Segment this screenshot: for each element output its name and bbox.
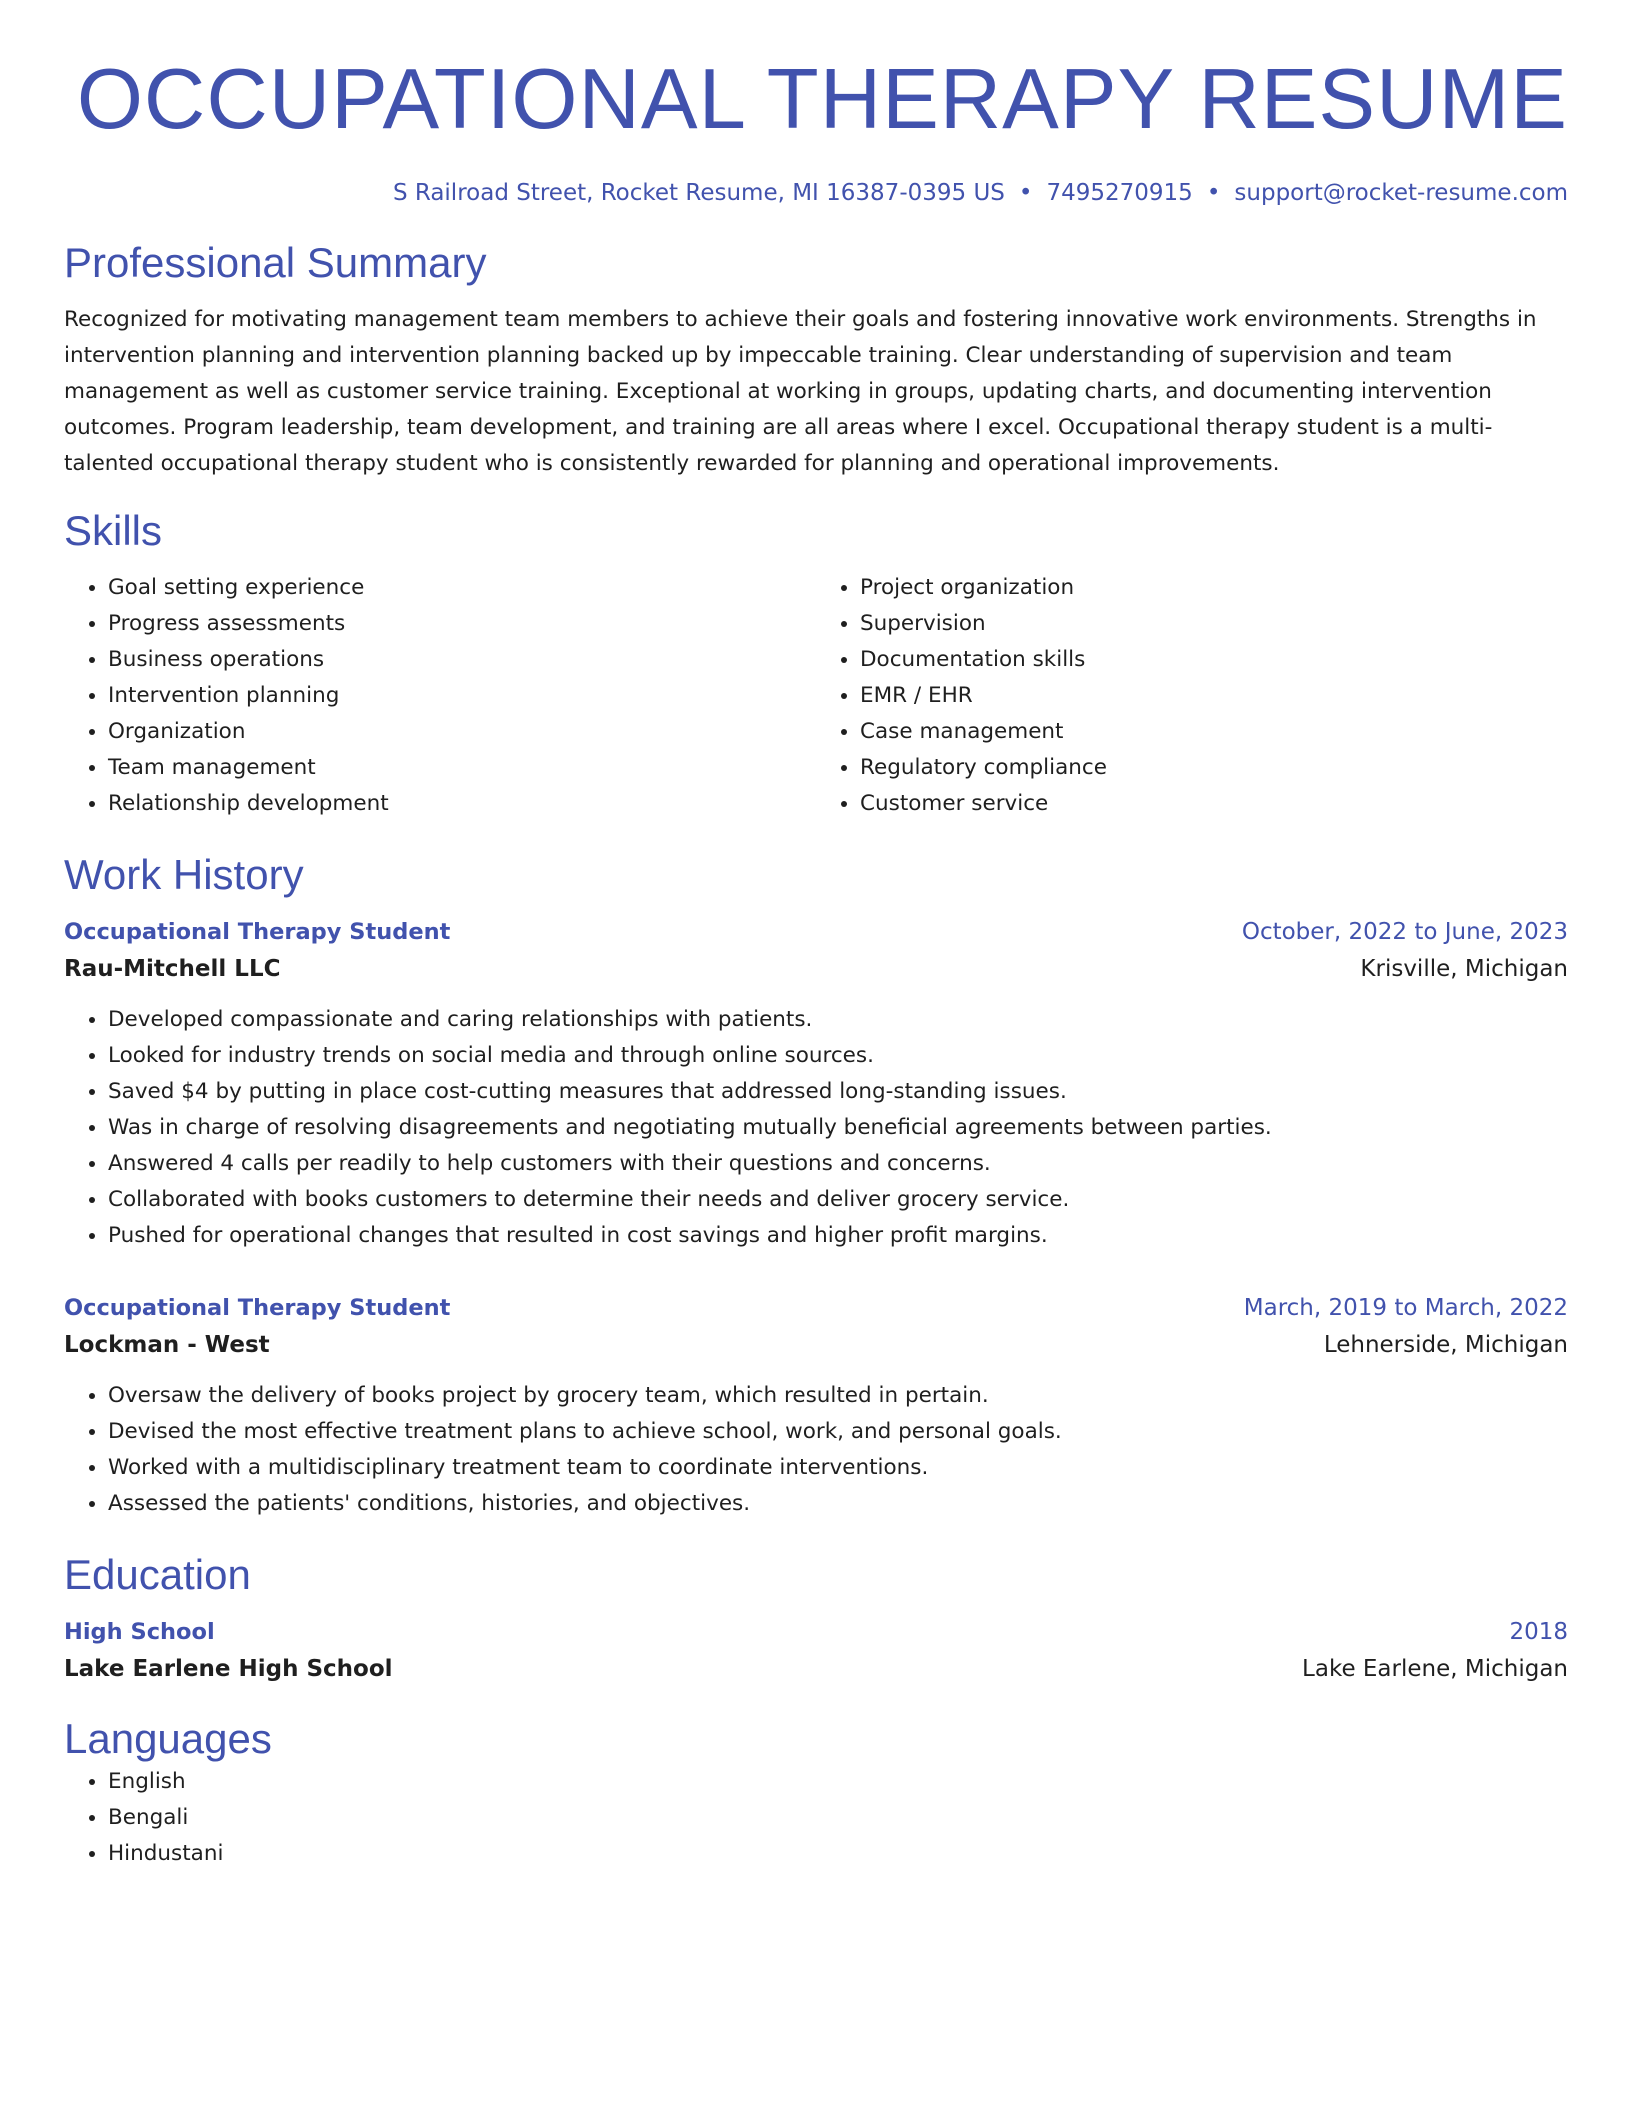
education-year: 2018: [1509, 1619, 1568, 1645]
job-duty: • Answered 4 calls per readily to help customers with their questions and concerns.: [108, 1146, 1568, 1182]
skill-item: • Intervention planning: [108, 678, 816, 714]
education-degree: High School: [64, 1619, 215, 1645]
skill-item: • Relationship development: [108, 786, 816, 822]
contact-separator: •: [1206, 180, 1221, 206]
job-entry: [64, 914, 1568, 1254]
education-school: Lake Earlene High School: [64, 1656, 393, 1682]
job-duties: [64, 1002, 1568, 1254]
contact-separator: •: [1018, 180, 1033, 206]
job-title: Occupational Therapy Student: [64, 1295, 451, 1321]
skill-item: • Progress assessments: [108, 606, 816, 642]
job-location: Krisville, Michigan: [1360, 956, 1568, 982]
contact-phone: 7495270915: [1046, 180, 1193, 206]
skill-item: • Goal setting experience: [108, 570, 816, 606]
job-dates: October, 2022 to June, 2023: [1241, 919, 1568, 945]
languages-heading: Languages: [64, 1715, 272, 1762]
job-dates: March, 2019 to March, 2022: [1243, 1295, 1568, 1321]
languages-list: [64, 1764, 1568, 1872]
education-entry: [64, 1614, 1568, 1688]
skills-heading: Skills: [64, 507, 163, 554]
skill-item: • Organization: [108, 714, 816, 750]
skill-item: • Supervision: [860, 606, 1568, 642]
language-item: • Bengali: [108, 1800, 1568, 1836]
summary-section: [64, 238, 1568, 482]
job-duty: • Worked with a multidisciplinary treatment team to coordinate interventions.: [108, 1450, 1568, 1486]
job-duty: • Looked for industry trends on social media and through online sources.: [108, 1038, 1568, 1074]
education-location: Lake Earlene, Michigan: [1302, 1656, 1568, 1682]
job-company-row: [64, 950, 1568, 988]
job-header-row: [64, 1290, 1568, 1326]
job-duty: • Oversaw the delivery of books project by grocery team, which resulted in pertain.: [108, 1378, 1568, 1414]
contact-line: [64, 178, 1568, 208]
job-title: Occupational Therapy Student: [64, 919, 451, 945]
job-entry: [64, 1290, 1568, 1522]
skills-list-right: [816, 570, 1568, 822]
skill-item: • Project organization: [860, 570, 1568, 606]
skill-item: • Business operations: [108, 642, 816, 678]
job-duty: • Devised the most effective treatment plans to achieve school, work, and personal goals.: [108, 1414, 1568, 1450]
job-company: Rau-Mitchell LLC: [64, 956, 281, 982]
skill-item: • Customer service: [860, 786, 1568, 822]
work-history-section: [64, 850, 1568, 1522]
job-company: Lockman - West: [64, 1332, 270, 1358]
skill-item: • Documentation skills: [860, 642, 1568, 678]
education-heading: Education: [64, 1551, 251, 1598]
job-duty: • Assessed the patients' conditions, histories, and objectives.: [108, 1486, 1568, 1522]
job-header-row: [64, 914, 1568, 950]
summary-heading: Professional Summary: [64, 239, 487, 286]
contact-email: support@rocket-resume.com: [1234, 180, 1568, 206]
job-location: Lehnerside, Michigan: [1323, 1332, 1568, 1358]
summary-text: Recognized for motivating management team members to achieve their goals and fostering innovative work environments. Strengths in intervention planning and intervention planning backed up by impeccable training. Clear understanding of supervision and team management as well as customer service training. Exceptional at working in groups, updating charts, and documenting intervention outcomes. Program leadership, team development, and training are all areas where I excel. Occupational therapy student is a multi-talented occupational therapy student who is consistently rewarded for planning and operational improvements.: [64, 307, 1537, 476]
work-history-heading: Work History: [64, 851, 304, 898]
skill-item: • Regulatory compliance: [860, 750, 1568, 786]
skills-section: [64, 506, 1568, 822]
skills-list-left: [64, 570, 816, 822]
skills-columns: [64, 570, 1568, 822]
languages-section: [64, 1714, 1568, 1872]
job-duties: [64, 1378, 1568, 1522]
job-duty: • Pushed for operational changes that resulted in cost savings and higher profit margins.: [108, 1218, 1568, 1254]
resume-title: OCCUPATIONAL THERAPY RESUME: [76, 52, 1568, 147]
job-company-row: [64, 1326, 1568, 1364]
education-header-row: [64, 1614, 1568, 1650]
skill-item: • Case management: [860, 714, 1568, 750]
job-duty: • Saved $4 by putting in place cost-cutting measures that addressed long-standing issues.: [108, 1074, 1568, 1110]
job-duty: • Developed compassionate and caring relationships with patients.: [108, 1002, 1568, 1038]
job-duty: • Was in charge of resolving disagreements and negotiating mutually beneficial agreements between parties.: [108, 1110, 1568, 1146]
skill-item: • Team management: [108, 750, 816, 786]
language-item: • Hindustani: [108, 1836, 1568, 1872]
contact-address: S Railroad Street, Rocket Resume, MI 16387-0395 US: [392, 180, 1005, 206]
education-school-row: [64, 1650, 1568, 1688]
language-item: • English: [108, 1764, 1568, 1800]
resume-header: [64, 52, 1568, 208]
skill-item: • EMR / EHR: [860, 678, 1568, 714]
education-section: [64, 1550, 1568, 1688]
job-duty: • Collaborated with books customers to determine their needs and deliver grocery service.: [108, 1182, 1568, 1218]
